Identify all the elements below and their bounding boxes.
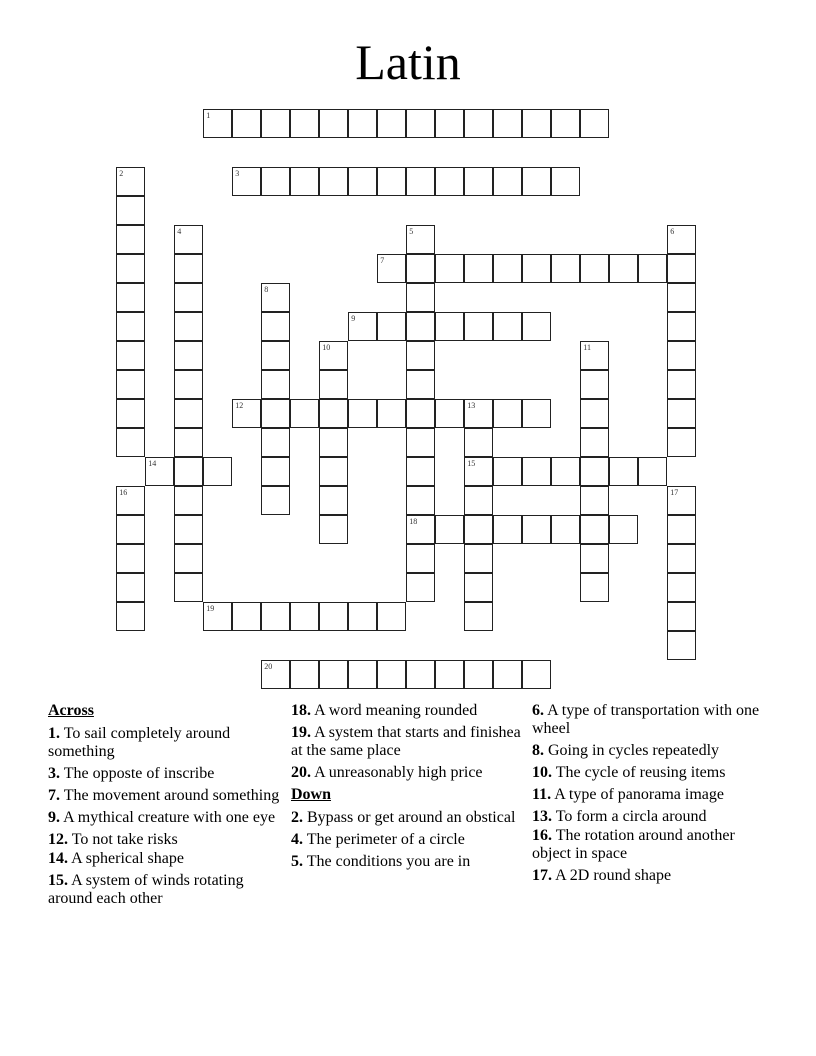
grid-cell[interactable] xyxy=(174,457,203,486)
grid-cell[interactable] xyxy=(174,370,203,399)
grid-cell[interactable] xyxy=(464,515,493,544)
grid-cell[interactable] xyxy=(261,399,290,428)
grid-cell[interactable] xyxy=(522,660,551,689)
grid-cell[interactable] xyxy=(290,660,319,689)
grid-cell[interactable] xyxy=(667,486,696,515)
grid-cell[interactable] xyxy=(493,167,522,196)
grid-cell[interactable] xyxy=(464,109,493,138)
clue-across-7: 7. The movement around something xyxy=(48,787,280,804)
cell-number: 17 xyxy=(670,488,679,498)
clue-down-5: 5. The conditions you are in xyxy=(291,853,471,870)
grid-cell[interactable] xyxy=(348,167,377,196)
grid-cell[interactable] xyxy=(406,341,435,370)
grid-cell[interactable] xyxy=(522,167,551,196)
grid-cell[interactable] xyxy=(261,660,290,689)
grid-cell[interactable] xyxy=(174,486,203,515)
grid-cell[interactable] xyxy=(116,370,145,399)
grid-cell[interactable] xyxy=(580,370,609,399)
grid-cell[interactable] xyxy=(551,457,580,486)
grid-cell[interactable] xyxy=(435,254,464,283)
grid-cell[interactable] xyxy=(667,341,696,370)
grid-cell[interactable] xyxy=(319,399,348,428)
grid-cell[interactable] xyxy=(319,428,348,457)
grid-cell[interactable] xyxy=(174,515,203,544)
grid-cell[interactable] xyxy=(406,573,435,602)
grid-cell[interactable] xyxy=(580,254,609,283)
grid-cell[interactable] xyxy=(522,515,551,544)
cell-number: 20 xyxy=(264,662,273,672)
grid-cell[interactable] xyxy=(290,109,319,138)
grid-cell[interactable] xyxy=(493,109,522,138)
clue-across-19: 19. A system that starts and finishea at the same place xyxy=(291,724,521,759)
grid-cell[interactable] xyxy=(174,312,203,341)
grid-cell[interactable] xyxy=(522,109,551,138)
grid-cell[interactable] xyxy=(377,399,406,428)
clue-down-4: 4. The perimeter of a circle xyxy=(291,831,465,848)
grid-cell[interactable] xyxy=(203,457,232,486)
clue-across-20: 20. A unreasonably high price xyxy=(291,764,483,781)
grid-cell[interactable] xyxy=(232,399,261,428)
grid-cell[interactable] xyxy=(406,167,435,196)
grid-cell[interactable] xyxy=(493,515,522,544)
grid-cell[interactable] xyxy=(319,515,348,544)
down-heading: Down xyxy=(291,786,332,803)
grid-cell[interactable] xyxy=(493,457,522,486)
grid-cell[interactable] xyxy=(522,312,551,341)
grid-cell[interactable] xyxy=(667,370,696,399)
grid-cell[interactable] xyxy=(174,544,203,573)
grid-cell[interactable] xyxy=(464,167,493,196)
grid-cell[interactable] xyxy=(377,312,406,341)
grid-cell[interactable] xyxy=(580,399,609,428)
clue-down-16: 16. The rotation around another object in space xyxy=(532,827,735,862)
clue-down-6: 6. A type of transportation with one wheel xyxy=(532,702,760,737)
grid-cell[interactable] xyxy=(667,399,696,428)
grid-cell[interactable] xyxy=(667,573,696,602)
grid-cell[interactable] xyxy=(319,370,348,399)
grid-cell[interactable] xyxy=(638,457,667,486)
grid-cell[interactable] xyxy=(493,312,522,341)
grid-cell[interactable] xyxy=(261,312,290,341)
grid-cell[interactable] xyxy=(145,457,174,486)
grid-cell[interactable] xyxy=(667,515,696,544)
grid-cell[interactable] xyxy=(580,573,609,602)
grid-cell[interactable] xyxy=(261,370,290,399)
grid-cell[interactable] xyxy=(116,544,145,573)
grid-cell[interactable] xyxy=(319,167,348,196)
grid-cell[interactable] xyxy=(464,457,493,486)
clue-down-11: 11. A type of panorama image xyxy=(532,786,724,803)
grid-cell[interactable] xyxy=(261,602,290,631)
grid-cell[interactable] xyxy=(290,602,319,631)
grid-cell[interactable] xyxy=(377,602,406,631)
cell-number: 14 xyxy=(148,459,157,469)
clue-across-3: 3. The opposte of inscribe xyxy=(48,765,215,782)
grid-cell[interactable] xyxy=(406,486,435,515)
grid-cell[interactable] xyxy=(377,109,406,138)
cell-number: 13 xyxy=(467,401,476,411)
cell-number: 4 xyxy=(177,227,182,237)
grid-cell[interactable] xyxy=(261,283,290,312)
grid-cell[interactable] xyxy=(174,428,203,457)
across-heading: Across xyxy=(48,702,94,719)
grid-cell[interactable] xyxy=(493,660,522,689)
grid-cell[interactable] xyxy=(319,602,348,631)
grid-cell[interactable] xyxy=(116,196,145,225)
grid-cell[interactable] xyxy=(493,399,522,428)
grid-cell[interactable] xyxy=(116,399,145,428)
grid-cell[interactable] xyxy=(203,602,232,631)
grid-cell[interactable] xyxy=(435,312,464,341)
grid-cell[interactable] xyxy=(174,341,203,370)
grid-cell[interactable] xyxy=(377,254,406,283)
grid-cell[interactable] xyxy=(116,225,145,254)
grid-cell[interactable] xyxy=(667,283,696,312)
grid-cell[interactable] xyxy=(464,602,493,631)
grid-cell[interactable] xyxy=(174,573,203,602)
grid-cell[interactable] xyxy=(232,167,261,196)
grid-cell[interactable] xyxy=(261,167,290,196)
grid-cell[interactable] xyxy=(464,573,493,602)
grid-cell[interactable] xyxy=(551,515,580,544)
grid-cell[interactable] xyxy=(406,370,435,399)
grid-cell[interactable] xyxy=(232,602,261,631)
grid-cell[interactable] xyxy=(174,283,203,312)
grid-cell[interactable] xyxy=(464,486,493,515)
grid-cell[interactable] xyxy=(319,341,348,370)
grid-cell[interactable] xyxy=(261,486,290,515)
grid-cell[interactable] xyxy=(638,254,667,283)
clue-across-14: 14. A spherical shape xyxy=(48,850,184,867)
grid-cell[interactable] xyxy=(667,428,696,457)
grid-cell[interactable] xyxy=(406,312,435,341)
grid-cell[interactable] xyxy=(406,254,435,283)
grid-cell[interactable] xyxy=(319,486,348,515)
grid-cell[interactable] xyxy=(580,515,609,544)
grid-cell[interactable] xyxy=(580,486,609,515)
grid-cell[interactable] xyxy=(116,341,145,370)
grid-cell[interactable] xyxy=(580,457,609,486)
grid-cell[interactable] xyxy=(551,254,580,283)
grid-cell[interactable] xyxy=(464,254,493,283)
grid-cell[interactable] xyxy=(406,428,435,457)
cell-number: 10 xyxy=(322,343,331,353)
grid-cell[interactable] xyxy=(609,515,638,544)
grid-cell[interactable] xyxy=(116,486,145,515)
clue-across-9: 9. A mythical creature with one eye xyxy=(48,809,276,826)
grid-cell[interactable] xyxy=(551,109,580,138)
cell-number: 2 xyxy=(119,169,124,179)
grid-cell[interactable] xyxy=(667,602,696,631)
grid-cell[interactable] xyxy=(435,167,464,196)
grid-cell[interactable] xyxy=(319,457,348,486)
grid-cell[interactable] xyxy=(464,428,493,457)
cell-number: 8 xyxy=(264,285,269,295)
grid-cell[interactable] xyxy=(116,312,145,341)
grid-cell[interactable] xyxy=(116,254,145,283)
clues-column-1 xyxy=(48,702,283,912)
cell-number: 3 xyxy=(235,169,240,179)
grid-cell[interactable] xyxy=(116,428,145,457)
grid-cell[interactable] xyxy=(667,254,696,283)
grid-cell[interactable] xyxy=(464,660,493,689)
cell-number: 1 xyxy=(206,111,211,121)
grid-cell[interactable] xyxy=(435,515,464,544)
grid-cell[interactable] xyxy=(232,109,261,138)
cell-number: 18 xyxy=(409,517,418,527)
grid-cell[interactable] xyxy=(580,341,609,370)
clues-column-2 xyxy=(291,702,526,875)
grid-cell[interactable] xyxy=(348,660,377,689)
grid-cell[interactable] xyxy=(290,399,319,428)
grid-cell[interactable] xyxy=(406,660,435,689)
cell-number: 6 xyxy=(670,227,675,237)
cell-number: 15 xyxy=(467,459,476,469)
grid-cell[interactable] xyxy=(406,544,435,573)
grid-cell[interactable] xyxy=(261,457,290,486)
cell-number: 19 xyxy=(206,604,215,614)
clue-down-10: 10. The cycle of reusing items xyxy=(532,764,726,781)
grid-cell[interactable] xyxy=(580,428,609,457)
clue-down-2: 2. Bypass or get around an obstical xyxy=(291,809,516,826)
cell-number: 11 xyxy=(583,343,591,353)
grid-cell[interactable] xyxy=(174,225,203,254)
grid-cell[interactable] xyxy=(261,109,290,138)
grid-cell[interactable] xyxy=(406,283,435,312)
grid-cell[interactable] xyxy=(116,515,145,544)
grid-cell[interactable] xyxy=(348,109,377,138)
grid-cell[interactable] xyxy=(116,602,145,631)
grid-cell[interactable] xyxy=(261,341,290,370)
grid-cell[interactable] xyxy=(580,544,609,573)
clue-across-15: 15. A system of winds rotating around each other xyxy=(48,872,244,907)
grid-cell[interactable] xyxy=(667,225,696,254)
grid-cell[interactable] xyxy=(319,660,348,689)
grid-cell[interactable] xyxy=(435,660,464,689)
clue-down-17: 17. A 2D round shape xyxy=(532,867,672,884)
clue-down-8: 8. Going in cycles repeatedly xyxy=(532,742,720,759)
grid-cell[interactable] xyxy=(406,515,435,544)
grid-cell[interactable] xyxy=(435,399,464,428)
clue-across-1: 1. To sail completely around something xyxy=(48,725,231,760)
grid-cell[interactable] xyxy=(464,399,493,428)
grid-cell[interactable] xyxy=(261,428,290,457)
grid-cell[interactable] xyxy=(116,573,145,602)
grid-cell[interactable] xyxy=(406,109,435,138)
grid-cell[interactable] xyxy=(406,225,435,254)
grid-cell[interactable] xyxy=(667,544,696,573)
grid-cell[interactable] xyxy=(290,167,319,196)
grid-cell[interactable] xyxy=(406,457,435,486)
grid-cell[interactable] xyxy=(522,254,551,283)
grid-cell[interactable] xyxy=(116,283,145,312)
cell-number: 5 xyxy=(409,227,414,237)
grid-cell[interactable] xyxy=(551,167,580,196)
grid-cell[interactable] xyxy=(174,399,203,428)
grid-cell[interactable] xyxy=(522,457,551,486)
clue-across-12: 12. To not take risks xyxy=(48,831,178,848)
clues-column-3 xyxy=(532,702,767,889)
grid-cell[interactable] xyxy=(493,254,522,283)
grid-cell[interactable] xyxy=(580,109,609,138)
grid-cell[interactable] xyxy=(609,457,638,486)
page-title: Latin xyxy=(355,34,461,90)
grid-cell[interactable] xyxy=(667,631,696,660)
grid-cell[interactable] xyxy=(609,254,638,283)
grid-cell[interactable] xyxy=(348,602,377,631)
clue-across-18: 18. A word meaning rounded xyxy=(291,702,478,719)
crossword-grid xyxy=(117,110,697,690)
grid-cell[interactable] xyxy=(406,399,435,428)
grid-cell[interactable] xyxy=(348,399,377,428)
clue-down-13: 13. To form a circla around xyxy=(532,808,707,825)
grid-cell[interactable] xyxy=(377,660,406,689)
grid-cell[interactable] xyxy=(203,109,232,138)
grid-cell[interactable] xyxy=(435,109,464,138)
cell-number: 12 xyxy=(235,401,244,411)
cell-number: 7 xyxy=(380,256,385,266)
grid-cell[interactable] xyxy=(377,167,406,196)
grid-cell[interactable] xyxy=(174,254,203,283)
grid-cell[interactable] xyxy=(522,399,551,428)
grid-cell[interactable] xyxy=(348,312,377,341)
grid-cell[interactable] xyxy=(667,312,696,341)
grid-cell[interactable] xyxy=(464,312,493,341)
grid-cell[interactable] xyxy=(464,544,493,573)
cell-number: 9 xyxy=(351,314,356,324)
grid-cell[interactable] xyxy=(116,167,145,196)
grid-cell[interactable] xyxy=(319,109,348,138)
cell-number: 16 xyxy=(119,488,128,498)
